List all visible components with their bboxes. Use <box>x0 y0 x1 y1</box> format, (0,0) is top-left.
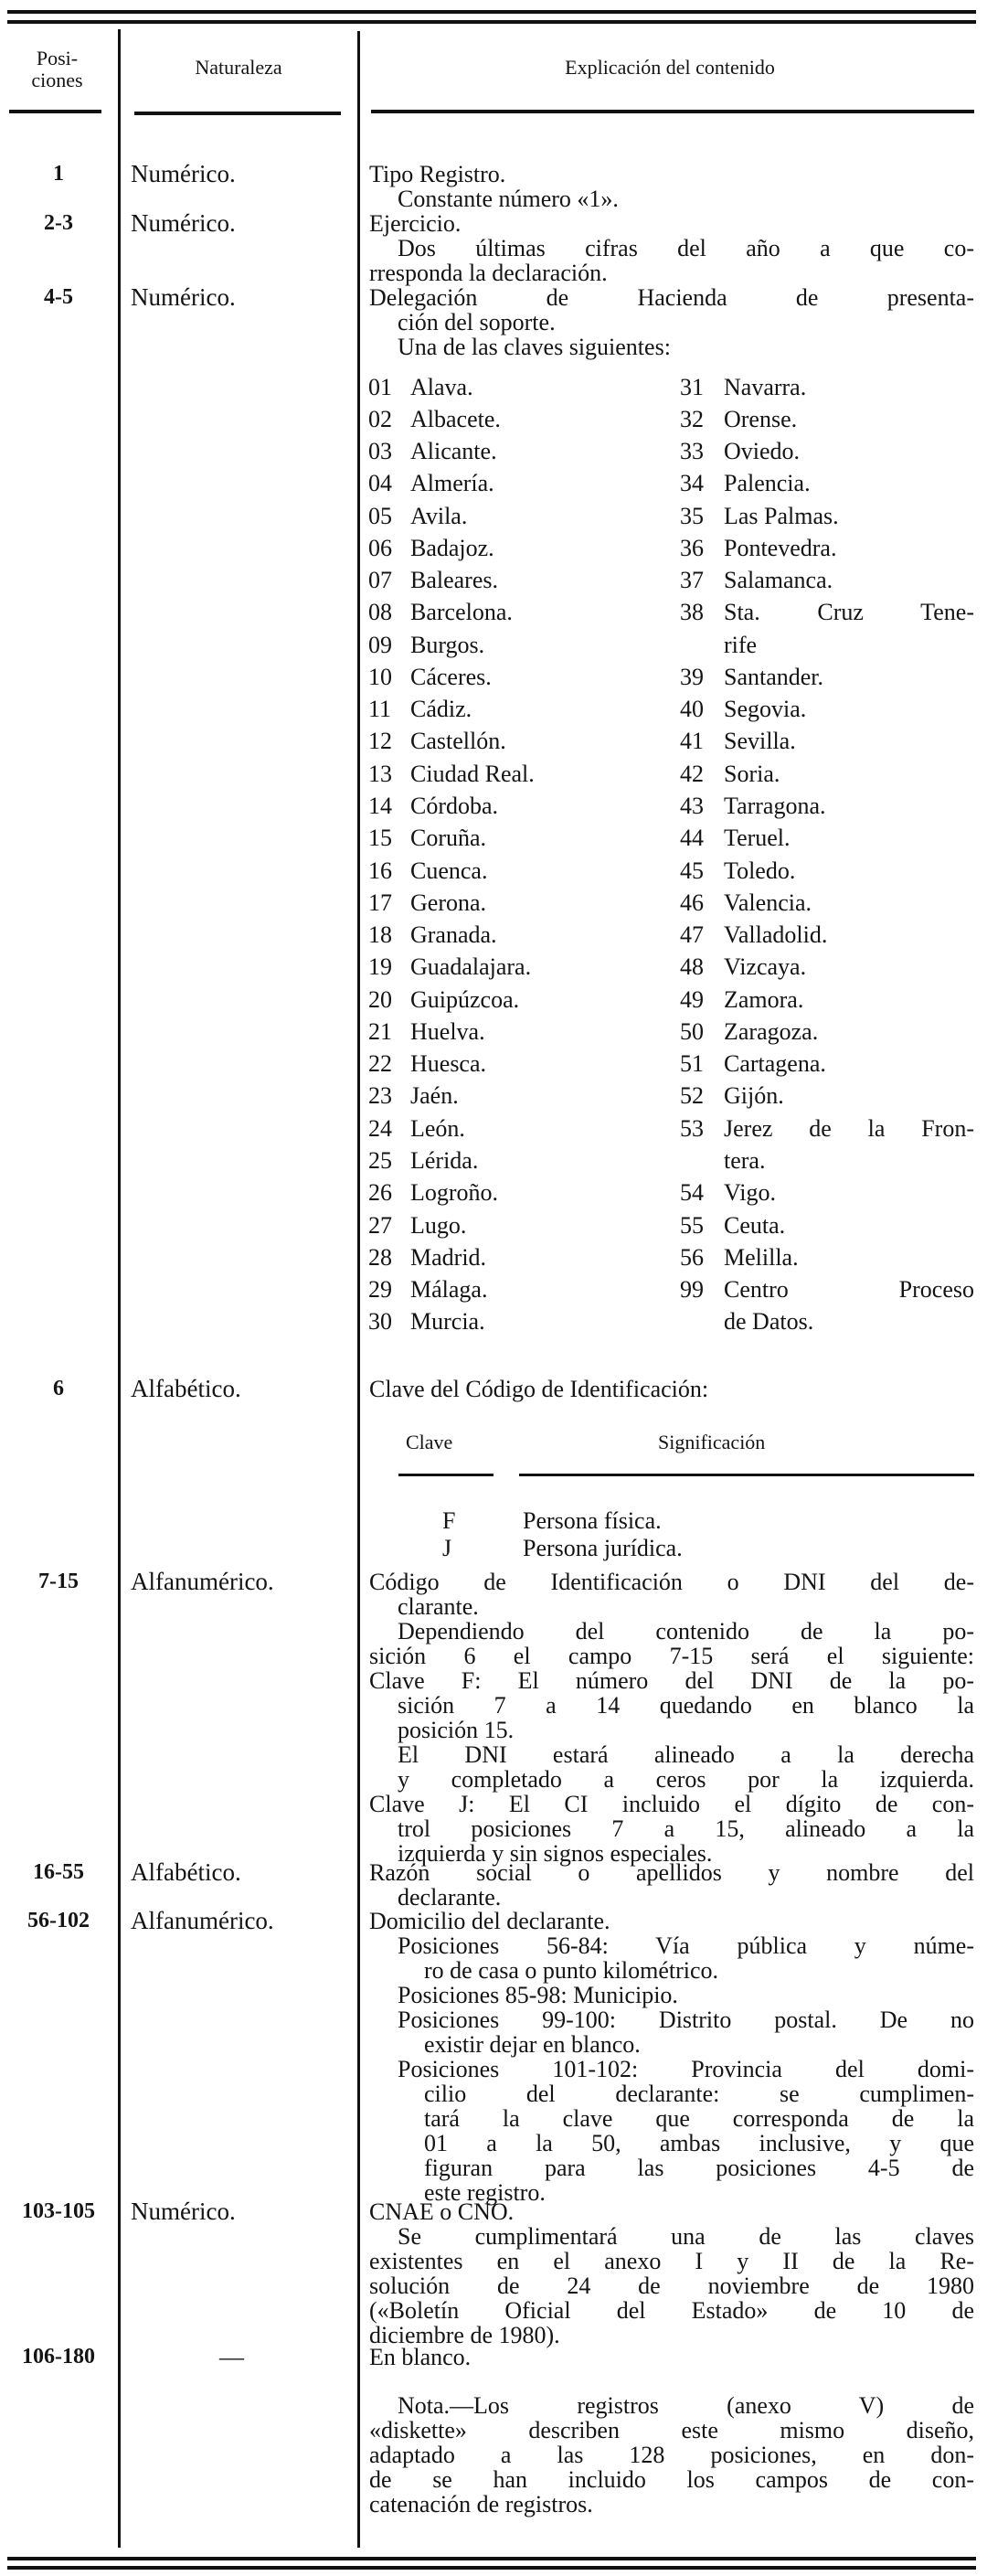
content-line: Tipo Registro. <box>369 160 506 187</box>
province-name: Huelva. <box>410 1017 485 1045</box>
header-explicacion: Explicación del contenido <box>565 56 775 79</box>
content-line: Posiciones 85-98: Municipio. <box>398 1981 678 2008</box>
content-line: figuran para las posiciones 4-5 de <box>424 2154 974 2181</box>
province-code: 25 <box>368 1146 392 1174</box>
position-cell: 7-15 <box>38 1569 79 1593</box>
content-line: y completado a ceros por la izquierda. <box>398 1765 974 1793</box>
province-code: 10 <box>368 663 392 690</box>
province-code: 11 <box>368 696 392 723</box>
province-code: 99 <box>680 1276 704 1304</box>
subtable-header-significacion: Significación <box>658 1431 766 1453</box>
header-underline-1 <box>9 110 101 113</box>
content-line: catenación de registros. <box>369 2490 593 2517</box>
province-name: de Datos. <box>724 1308 814 1336</box>
province-code: 31 <box>680 373 704 400</box>
content-line: Clave del Código de Identificación: <box>369 1375 709 1402</box>
province-code: 05 <box>368 502 392 529</box>
province-name: Avila. <box>410 502 468 529</box>
content-line: Razón social o apellidos y nombre del <box>369 1858 974 1886</box>
province-code: 44 <box>680 825 704 852</box>
province-name: Zamora. <box>724 985 804 1013</box>
content-line: este registro. <box>424 2178 546 2206</box>
explicacion-cell <box>369 285 974 359</box>
position-cell: 103-105 <box>22 2198 95 2223</box>
province-code: 37 <box>680 567 704 594</box>
province-name: Tarragona. <box>724 793 826 819</box>
content-line: («Boletín Oficial del Estado» de 10 de <box>369 2296 974 2324</box>
position-cell: 16-55 <box>33 1859 84 1884</box>
content-line: declarante. <box>398 1883 502 1911</box>
province-code: 46 <box>680 889 704 916</box>
province-name: Castellón. <box>410 728 506 755</box>
province-name: Segovia. <box>724 696 807 723</box>
province-code: 33 <box>680 438 704 465</box>
province-name: Lugo. <box>410 1211 467 1239</box>
province-code: 09 <box>368 631 392 658</box>
province-name: Málaga. <box>410 1276 488 1304</box>
province-code: 52 <box>680 1082 704 1110</box>
province-name: Logroño. <box>410 1179 499 1207</box>
province-code: 30 <box>368 1308 392 1336</box>
province-code: 47 <box>680 921 704 949</box>
province-name: Gijón. <box>724 1082 784 1110</box>
clave-code: F <box>442 1507 456 1534</box>
province-name: Pontevedra. <box>724 534 837 561</box>
naturaleza-cell: Numérico. <box>131 159 236 187</box>
province-code: 26 <box>368 1179 392 1207</box>
content-line: Código de Identificación o DNI del de- <box>369 1568 974 1595</box>
content-line: cilio del declarante: se cumplimen- <box>424 2080 974 2107</box>
province-code: 51 <box>680 1050 704 1078</box>
province-name: Alava. <box>410 373 473 400</box>
explicacion-cell <box>369 1570 974 1866</box>
province-name: Jerez de la Fron- <box>724 1114 974 1142</box>
province-code: 06 <box>368 534 392 561</box>
province-code: 21 <box>368 1017 392 1045</box>
province-name: Navarra. <box>724 373 807 400</box>
content-line: diciembre de 1980). <box>369 2321 560 2348</box>
explicacion-cell <box>369 1860 974 1910</box>
province-code: 43 <box>680 793 704 819</box>
content-line: solución de 24 de noviembre de 1980 <box>369 2272 974 2299</box>
province-code: 13 <box>368 760 392 787</box>
naturaleza-cell: Numérico. <box>131 282 236 311</box>
content-line: Clave J: El CI incluido el dígito de con- <box>369 1790 974 1817</box>
content-line: Domicilio del declarante. <box>369 1907 610 1934</box>
province-code: 39 <box>680 663 704 690</box>
explicacion-cell <box>369 2199 974 2347</box>
province-name: Barcelona. <box>410 599 513 626</box>
province-code: 04 <box>368 470 392 497</box>
content-line: existir dejar en blanco. <box>424 2030 641 2058</box>
clave-code: J <box>442 1535 452 1561</box>
province-name: Sta. Cruz Tene- <box>724 599 974 626</box>
province-code: 48 <box>680 953 704 981</box>
bottom-rule-2 <box>7 2566 976 2570</box>
province-name: Santander. <box>724 663 824 690</box>
province-code: 50 <box>680 1017 704 1045</box>
province-code: 17 <box>368 889 392 916</box>
province-code: 15 <box>368 825 392 852</box>
province-code: 35 <box>680 502 704 529</box>
subtable-underline-2 <box>519 1474 974 1476</box>
province-code: 34 <box>680 470 704 497</box>
content-line: Posiciones 99-100: Distrito postal. De no <box>398 2006 974 2033</box>
content-line: clarante. <box>398 1592 479 1620</box>
province-code: 53 <box>680 1114 704 1142</box>
province-name: Vigo. <box>724 1179 776 1207</box>
clave-meaning: Persona jurídica. <box>523 1535 683 1561</box>
province-code: 08 <box>368 599 392 626</box>
province-code: 03 <box>368 438 392 465</box>
province-name: Salamanca. <box>724 567 833 594</box>
position-cell: 1 <box>53 161 64 186</box>
province-name: Centro Proceso <box>724 1276 974 1304</box>
province-code: 41 <box>680 728 704 755</box>
province-name: Huesca. <box>410 1050 487 1078</box>
province-name: Jaén. <box>410 1082 459 1110</box>
province-code: 27 <box>368 1211 392 1239</box>
province-code: 28 <box>368 1243 392 1271</box>
province-code: 38 <box>680 599 704 626</box>
province-name: Cuenca. <box>410 857 488 884</box>
province-name: León. <box>410 1114 465 1142</box>
content-line: rresponda la declaración. <box>369 259 608 286</box>
header-underline-3 <box>371 110 974 113</box>
content-line: Una de las claves siguientes: <box>398 333 671 360</box>
explicacion-cell <box>369 211 974 285</box>
province-code: 36 <box>680 534 704 561</box>
province-name: tera. <box>724 1146 766 1174</box>
content-line: En blanco. <box>369 2343 472 2370</box>
province-code: 16 <box>368 857 392 884</box>
content-line: existentes en el anexo I y II de la Re- <box>369 2247 974 2274</box>
content-line: Clave F: El número del DNI de la po- <box>369 1666 974 1694</box>
top-rule-2 <box>7 20 976 24</box>
province-code: 19 <box>368 953 392 981</box>
province-name: Valladolid. <box>724 921 828 949</box>
province-name: Palencia. <box>724 470 811 497</box>
province-name: Badajoz. <box>410 534 494 561</box>
content-line: Nota.—Los registros (anexo V) de <box>398 2391 974 2419</box>
province-name: Cartagena. <box>724 1050 826 1078</box>
header-posiciones-line2: ciones <box>31 69 83 91</box>
province-name: Lérida. <box>410 1146 479 1174</box>
province-name: Madrid. <box>410 1243 487 1271</box>
province-name: Coruña. <box>410 825 487 852</box>
province-code: 45 <box>680 857 704 884</box>
content-line: 01 a la 50, ambas inclusive, y que <box>424 2129 974 2156</box>
content-line: trol posiciones 7 a 15, alineado a la <box>398 1815 974 1842</box>
province-code: 23 <box>368 1082 392 1110</box>
content-line: de se han incluido los campos de con- <box>369 2465 974 2493</box>
province-code: 24 <box>368 1114 392 1142</box>
province-code: 40 <box>680 696 704 723</box>
province-code: 55 <box>680 1211 704 1239</box>
explicacion-cell <box>369 1909 974 2205</box>
province-name: Soria. <box>724 760 780 787</box>
content-line: adaptado a las 128 posiciones, en don- <box>369 2441 974 2468</box>
province-code: 22 <box>368 1050 392 1078</box>
content-line: ro de casa o punto kilométrico. <box>424 1956 719 1984</box>
province-name: Burgos. <box>410 631 485 658</box>
content-line: Delegación de Hacienda de presenta- <box>369 283 974 311</box>
province-name: Alicante. <box>410 438 497 465</box>
province-name: Vizcaya. <box>724 953 807 981</box>
province-code: 29 <box>368 1276 392 1304</box>
position-cell: 2-3 <box>44 210 73 235</box>
content-line: Posiciones 101-102: Provincia del domi- <box>398 2055 974 2082</box>
province-code: 32 <box>680 405 704 432</box>
province-code: 14 <box>368 793 392 819</box>
province-code: 56 <box>680 1243 704 1271</box>
province-name: Albacete. <box>410 405 501 432</box>
province-name: Almería. <box>410 470 494 497</box>
naturaleza-cell: Alfanumérico. <box>131 1567 274 1595</box>
province-name: Murcia. <box>410 1308 485 1336</box>
province-name: Baleares. <box>410 567 499 594</box>
province-name: Orense. <box>724 405 798 432</box>
content-line: izquierda y sin signos especiales. <box>398 1839 713 1867</box>
content-line: Constante número «1». <box>398 185 619 212</box>
naturaleza-cell: Numérico. <box>131 208 236 237</box>
header-posiciones <box>0 48 114 91</box>
content-line: Dependiendo del contenido de la po- <box>398 1617 974 1645</box>
nota-paragraph <box>369 2393 974 2517</box>
column-divider-2 <box>357 31 360 2548</box>
province-code: 42 <box>680 760 704 787</box>
content-line: Ejercicio. <box>369 209 462 237</box>
province-code: 07 <box>368 567 392 594</box>
province-name: Cádiz. <box>410 696 472 723</box>
naturaleza-cell: Numérico. <box>131 2197 236 2225</box>
position-cell: 4-5 <box>44 284 73 309</box>
subtable-underline-1 <box>398 1474 494 1476</box>
naturaleza-cell: — <box>219 2342 244 2370</box>
position-cell: 106-180 <box>22 2344 95 2368</box>
content-line: ción del soporte. <box>398 308 556 335</box>
content-line: tará la clave que corresponda de la <box>424 2104 974 2132</box>
province-name: Gerona. <box>410 889 487 916</box>
column-divider-1 <box>118 29 121 2548</box>
province-name: Oviedo. <box>724 438 801 465</box>
province-name: Granada. <box>410 921 497 949</box>
province-name: Guadalajara. <box>410 953 532 981</box>
province-name: Guipúzcoa. <box>410 985 520 1013</box>
province-name: Córdoba. <box>410 793 499 819</box>
province-code: 20 <box>368 985 392 1013</box>
province-name: Teruel. <box>724 825 791 852</box>
province-name: Valencia. <box>724 889 812 916</box>
explicacion-cell <box>369 1377 974 1401</box>
top-rule-1 <box>7 10 976 14</box>
header-posiciones-line1: Posi- <box>36 47 79 69</box>
content-line: CNAE o CNO. <box>369 2198 515 2225</box>
province-code: 49 <box>680 985 704 1013</box>
content-line: Dos últimas cifras del año a que co- <box>398 234 974 261</box>
province-name: Sevilla. <box>724 728 796 755</box>
position-cell: 56-102 <box>27 1908 90 1932</box>
naturaleza-cell: Alfanumérico. <box>131 1906 274 1934</box>
content-line: sición 7 a 14 quedando en blanco la <box>398 1691 974 1719</box>
province-code: 02 <box>368 405 392 432</box>
province-name: Cáceres. <box>410 663 492 690</box>
content-line: posición 15. <box>398 1716 515 1743</box>
province-code: 18 <box>368 921 392 949</box>
province-code: 12 <box>368 728 392 755</box>
province-name: Melilla. <box>724 1243 799 1271</box>
content-line: sición 6 el campo 7-15 será el siguiente: <box>369 1642 974 1669</box>
bottom-rule-1 <box>7 2557 976 2560</box>
content-line: «diskette» describen este mismo diseño, <box>369 2416 974 2443</box>
content-line: Posiciones 56-84: Vía pública y núme- <box>398 1932 974 1959</box>
header-naturaleza: Naturaleza <box>195 56 282 79</box>
subtable-header-clave: Clave <box>406 1431 453 1453</box>
province-name: Las Palmas. <box>724 502 839 529</box>
naturaleza-cell: Alfabético. <box>131 1857 241 1886</box>
province-name: Ciudad Real. <box>410 760 535 787</box>
province-name: Toledo. <box>724 857 796 884</box>
naturaleza-cell: Alfabético. <box>131 1374 241 1402</box>
province-code: 54 <box>680 1179 704 1207</box>
content-line: El DNI estará alineado a la derecha <box>398 1740 974 1768</box>
province-name: Ceuta. <box>724 1211 786 1239</box>
clave-meaning: Persona física. <box>523 1507 662 1534</box>
province-name: Zaragoza. <box>724 1017 819 1045</box>
position-cell: 6 <box>53 1376 64 1400</box>
content-line: Se cumplimentará una de las claves <box>398 2222 974 2250</box>
explicacion-cell <box>369 2345 974 2369</box>
explicacion-cell <box>369 162 974 211</box>
header-underline-2 <box>134 112 341 115</box>
province-name: rife <box>724 631 758 658</box>
province-code: 01 <box>368 373 392 400</box>
